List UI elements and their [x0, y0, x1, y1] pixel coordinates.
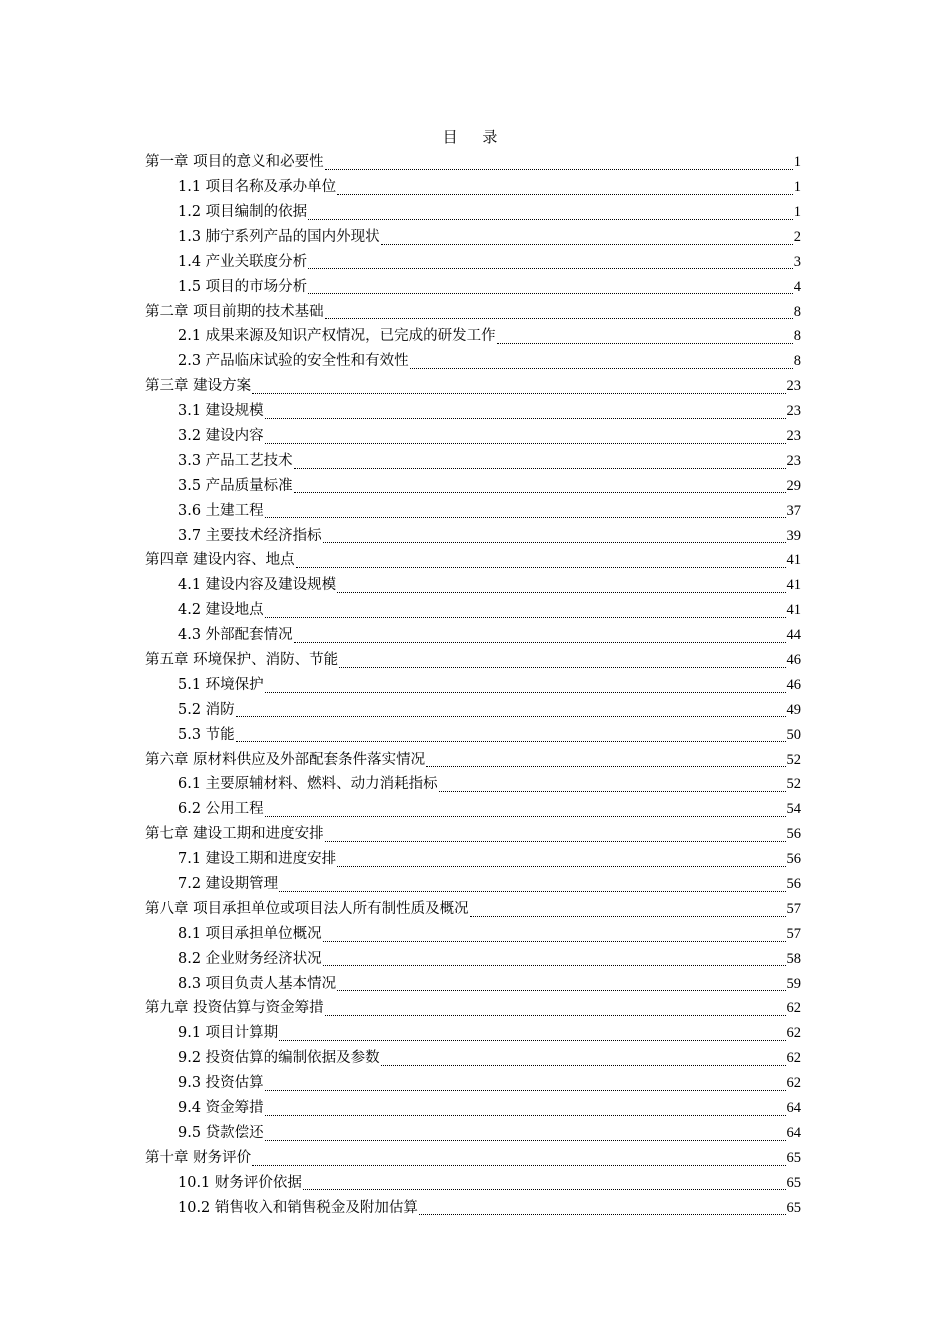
toc-entry-label: 第一章 项目的意义和必要性 [145, 154, 324, 171]
toc-page-number: 65 [786, 1149, 801, 1166]
toc-entry-label: 4.1 建设内容及建设规模 [178, 577, 337, 594]
toc-dot-leader [470, 902, 786, 917]
toc-entry-label: 第四章 建设内容、地点 [145, 552, 295, 569]
toc-section-entry[interactable] [145, 474, 801, 499]
toc-dot-leader [426, 752, 785, 767]
toc-page-number: 57 [786, 900, 801, 917]
toc-section-entry[interactable] [145, 1046, 801, 1071]
toc-section-entry[interactable] [145, 573, 801, 598]
toc-page-number: 8 [793, 353, 801, 370]
toc-page-number: 58 [786, 950, 801, 967]
toc-page-number: 37 [786, 502, 801, 519]
toc-dot-leader [265, 429, 786, 444]
toc-dot-leader [265, 1076, 786, 1091]
toc-chapter-entry[interactable] [145, 897, 801, 922]
toc-dot-leader [337, 852, 785, 867]
toc-page-number: 41 [786, 577, 801, 594]
toc-section-entry[interactable] [145, 1071, 801, 1096]
toc-page-number: 41 [786, 602, 801, 619]
toc-section-entry[interactable] [145, 772, 801, 797]
toc-entry-label: 第五章 环境保护、消防、节能 [145, 652, 339, 668]
toc-dot-leader [252, 1151, 785, 1166]
toc-entry-label: 9.3 投资估算 [178, 1075, 264, 1092]
toc-entry-label: 5.1 环境保护 [178, 676, 264, 693]
toc-entry-label: 第十章 财务评价 [145, 1149, 252, 1166]
toc-section-entry[interactable] [145, 1021, 801, 1046]
toc-entry-label: 5.2 消防 [178, 701, 235, 718]
toc-title: 目 录 [442, 128, 508, 146]
toc-entry-label: 3.6 土建工程 [178, 502, 264, 519]
toc-entry-label: 1.1 项目名称及承办单位 [178, 179, 337, 196]
toc-section-entry[interactable] [145, 722, 801, 747]
toc-dot-leader [323, 951, 786, 966]
toc-chapter-entry[interactable] [145, 648, 801, 673]
toc-entry-label: 第九章 投资估算与资金筹措 [145, 1000, 324, 1017]
toc-section-entry[interactable] [145, 1121, 801, 1146]
toc-page-number: 62 [786, 1000, 801, 1017]
toc-entry-label: 第二章 项目前期的技术基础 [145, 303, 324, 320]
toc-entry-label: 6.2 公用工程 [178, 801, 264, 818]
toc-page-number: 23 [786, 378, 801, 395]
toc-page-number: 3 [793, 253, 801, 270]
toc-entry-label: 7.1 建设工期和进度安排 [178, 851, 337, 868]
toc-page-number: 1 [793, 179, 801, 196]
toc-dot-leader [303, 1175, 786, 1190]
toc-page-number: 57 [786, 925, 801, 942]
toc-entry-label: 10.1 财务评价依据 [178, 1174, 302, 1191]
toc-dot-leader [381, 1051, 786, 1066]
toc-entry-label: 2.3 产品临床试验的安全性和有效性 [178, 353, 409, 370]
toc-page-number: 1 [793, 154, 801, 171]
toc-page-number: 46 [786, 652, 801, 668]
toc-page-number: 49 [786, 701, 801, 718]
toc-section-entry[interactable] [145, 623, 801, 648]
toc-entry-label: 9.5 贷款偿还 [178, 1124, 264, 1141]
toc-page-number: 52 [786, 776, 801, 793]
toc-section-entry[interactable] [145, 847, 801, 872]
toc-page-number: 54 [786, 801, 801, 818]
toc-entry-label: 8.1 项目承担单位概况 [178, 925, 322, 942]
toc-page-number: 23 [786, 427, 801, 444]
toc-page-number: 56 [786, 851, 801, 868]
toc-entry-label: 6.1 主要原辅材料、燃料、动力消耗指标 [178, 776, 438, 793]
toc-dot-leader [497, 329, 793, 344]
toc-section-entry[interactable] [145, 947, 801, 972]
toc-dot-leader [296, 553, 786, 568]
toc-section-entry[interactable] [145, 399, 801, 424]
toc-entry-label: 3.5 产品质量标准 [178, 477, 293, 494]
toc-chapter-entry[interactable] [145, 374, 801, 399]
toc-dot-leader [265, 678, 786, 693]
toc-page-number: 56 [786, 876, 801, 893]
toc-page-number: 65 [786, 1174, 801, 1191]
toc-page-number: 1 [793, 203, 801, 220]
toc-section-entry[interactable] [145, 1096, 801, 1121]
toc-section-entry[interactable] [145, 324, 801, 349]
toc-entry-label: 3.2 建设内容 [178, 427, 264, 444]
toc-page-number: 39 [786, 527, 801, 544]
toc-dot-leader [337, 578, 785, 593]
toc-page-number: 52 [786, 751, 801, 768]
toc-dot-leader [294, 454, 786, 469]
toc-list [145, 150, 801, 1220]
toc-page-number: 29 [786, 477, 801, 494]
toc-page-number: 65 [786, 1199, 801, 1216]
toc-page-number: 50 [786, 726, 801, 743]
toc-entry-label: 1.4 产业关联度分析 [178, 253, 308, 270]
toc-dot-leader [337, 976, 785, 991]
toc-page-number: 56 [786, 826, 801, 843]
toc-dot-leader [308, 205, 793, 220]
toc-entry-label: 7.2 建设期管理 [178, 876, 279, 893]
toc-page-number: 41 [786, 552, 801, 569]
toc-chapter-entry[interactable] [145, 747, 801, 772]
toc-dot-leader [308, 279, 793, 294]
toc-dot-leader [325, 155, 793, 170]
toc-chapter-entry[interactable] [145, 996, 801, 1021]
toc-chapter-entry[interactable] [145, 150, 801, 175]
toc-page-number: 4 [793, 278, 801, 295]
toc-entry-label: 4.2 建设地点 [178, 602, 264, 619]
toc-page-number: 46 [786, 676, 801, 693]
toc-entry-label: 第八章 项目承担单位或项目法人所有制性质及概况 [145, 900, 469, 917]
toc-page-number: 23 [786, 403, 801, 420]
toc-entry-label: 9.2 投资估算的编制依据及参数 [178, 1050, 380, 1067]
toc-chapter-entry[interactable] [145, 299, 801, 324]
toc-entry-label: 1.2 项目编制的依据 [178, 203, 308, 220]
toc-entry-label: 8.2 企业财务经济状况 [178, 950, 322, 967]
toc-page-number: 62 [786, 1075, 801, 1092]
toc-page-number: 44 [786, 627, 801, 644]
toc-entry-label: 9.4 资金筹措 [178, 1100, 264, 1117]
toc-dot-leader [236, 702, 786, 717]
toc-entry-label: 1.3 肺宁系列产品的国内外现状 [178, 228, 380, 245]
toc-dot-leader [265, 404, 786, 419]
toc-section-entry[interactable] [145, 971, 801, 996]
toc-dot-leader [323, 927, 786, 942]
toc-section-entry[interactable] [145, 225, 801, 250]
toc-section-entry[interactable] [145, 349, 801, 374]
toc-dot-leader [339, 653, 785, 668]
toc-section-entry[interactable] [145, 872, 801, 897]
toc-dot-leader [439, 777, 786, 792]
toc-entry-label: 10.2 销售收入和销售税金及附加估算 [178, 1199, 418, 1216]
toc-page-number: 23 [786, 452, 801, 469]
toc-entry-label: 5.3 节能 [178, 726, 235, 743]
toc-chapter-entry[interactable] [145, 822, 801, 847]
toc-section-entry[interactable] [145, 250, 801, 275]
toc-section-entry[interactable] [145, 498, 801, 523]
toc-section-entry[interactable] [145, 598, 801, 623]
toc-section-entry[interactable] [145, 449, 801, 474]
toc-dot-leader [337, 180, 793, 195]
toc-dot-leader [265, 1126, 786, 1141]
toc-entry-label: 1.5 项目的市场分析 [178, 278, 308, 295]
toc-entry-label: 第七章 建设工期和进度安排 [145, 826, 324, 843]
toc-dot-leader [410, 354, 793, 369]
toc-dot-leader [236, 727, 786, 742]
toc-entry-label: 2.1 成果来源及知识产权情况，已完成的研发工作 [178, 328, 496, 345]
toc-dot-leader [265, 802, 786, 817]
toc-section-entry[interactable] [145, 200, 801, 225]
toc-dot-leader [265, 1101, 786, 1116]
toc-entry-label: 4.3 外部配套情况 [178, 627, 293, 644]
toc-dot-leader [419, 1200, 786, 1215]
toc-dot-leader [265, 603, 786, 618]
toc-page-number: 2 [793, 228, 801, 245]
toc-page-number: 59 [786, 975, 801, 992]
toc-entry-label: 3.1 建设规模 [178, 403, 264, 420]
toc-dot-leader [325, 827, 786, 842]
toc-section-entry[interactable] [145, 673, 801, 698]
toc-section-entry[interactable] [145, 274, 801, 299]
toc-section-entry[interactable] [145, 175, 801, 200]
toc-section-entry[interactable] [145, 797, 801, 822]
toc-dot-leader [279, 1026, 785, 1041]
toc-page-number: 64 [786, 1100, 801, 1117]
toc-page-number: 62 [786, 1025, 801, 1042]
toc-section-entry[interactable] [145, 1195, 801, 1220]
toc-page-number: 62 [786, 1050, 801, 1067]
toc-dot-leader [279, 877, 785, 892]
toc-dot-leader [252, 379, 785, 394]
toc-entry-label: 3.7 主要技术经济指标 [178, 527, 322, 544]
toc-chapter-entry[interactable] [145, 548, 801, 573]
toc-entry-label: 3.3 产品工艺技术 [178, 452, 293, 469]
toc-page-number: 8 [793, 328, 801, 345]
toc-section-entry[interactable] [145, 1171, 801, 1196]
toc-entry-label: 8.3 项目负责人基本情况 [178, 975, 337, 992]
toc-dot-leader [294, 628, 786, 643]
toc-section-entry[interactable] [145, 523, 801, 548]
toc-dot-leader [325, 304, 793, 319]
toc-dot-leader [381, 230, 793, 245]
toc-page-number: 64 [786, 1124, 801, 1141]
toc-dot-leader [294, 478, 786, 493]
toc-dot-leader [265, 503, 786, 518]
toc-dot-leader [325, 1001, 786, 1016]
toc-section-entry[interactable] [145, 922, 801, 947]
toc-entry-label: 第六章 原材料供应及外部配套条件落实情况 [145, 751, 426, 768]
toc-dot-leader [308, 254, 793, 269]
toc-dot-leader [323, 528, 786, 543]
toc-chapter-entry[interactable] [145, 1146, 801, 1171]
toc-entry-label: 9.1 项目计算期 [178, 1025, 279, 1042]
toc-section-entry[interactable] [145, 698, 801, 723]
toc-entry-label: 第三章 建设方案 [145, 378, 252, 395]
toc-page-number: 8 [793, 303, 801, 320]
toc-section-entry[interactable] [145, 424, 801, 449]
